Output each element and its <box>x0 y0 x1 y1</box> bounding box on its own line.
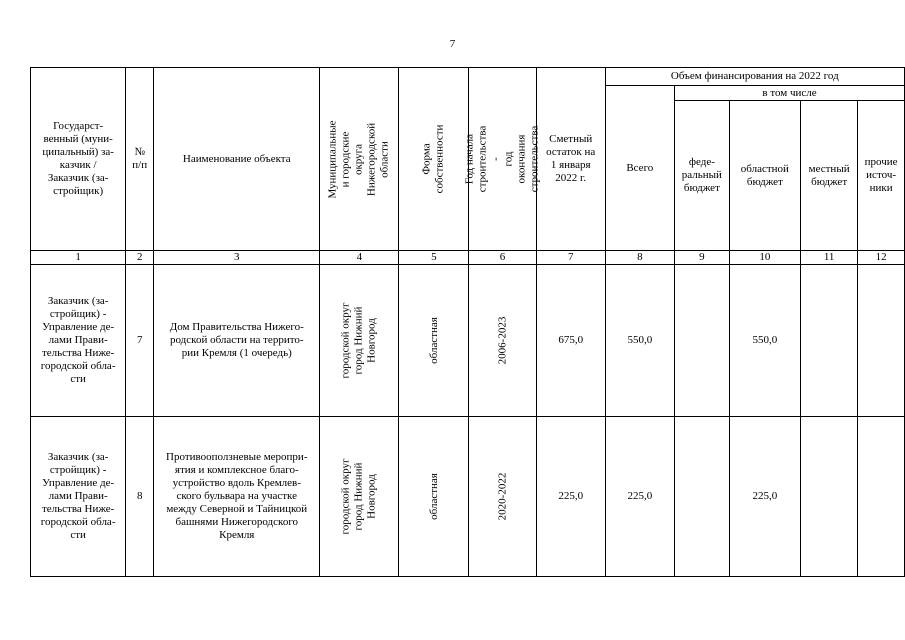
col-number: 10 <box>729 251 800 265</box>
col-number: 4 <box>320 251 399 265</box>
col-number: 2 <box>126 251 154 265</box>
header-customer: Государст- венный (муни- ципальный) за- казчик / Заказчик (за- стройщик) <box>31 68 126 251</box>
ownership-cell <box>399 417 469 577</box>
header-object-name: Наименование объекта <box>154 68 320 251</box>
col-number: 6 <box>469 251 537 265</box>
table-row <box>31 265 905 417</box>
header-other: прочие источ- ники <box>858 101 905 251</box>
years-cell <box>469 265 537 417</box>
ownership-text: областная <box>427 473 440 520</box>
local-value <box>801 417 858 577</box>
federal-value <box>675 417 730 577</box>
header-number: № п/п <box>126 68 154 251</box>
other-value <box>858 417 905 577</box>
header-remainder: Сметный остаток на 1 января 2022 г. <box>536 68 605 251</box>
customer-cell: Заказчик (за- стройщик) - Управление де- лами Прави- тельства Ниже- городской обла- сти <box>31 417 126 577</box>
customer-cell: Заказчик (за- стройщик) - Управление де- лами Прави- тельства Ниже- городской обла- сти <box>31 265 126 417</box>
col-number: 3 <box>154 251 320 265</box>
ownership-cell <box>399 265 469 417</box>
total-value: 225,0 <box>605 417 675 577</box>
regional-value: 225,0 <box>729 417 800 577</box>
col-number: 7 <box>536 251 605 265</box>
years-cell <box>469 417 537 577</box>
col-number: 12 <box>858 251 905 265</box>
col-number: 5 <box>399 251 469 265</box>
row-number: 8 <box>126 417 154 577</box>
remainder-value: 675,0 <box>536 265 605 417</box>
district-cell <box>320 265 399 417</box>
row-number: 7 <box>126 265 154 417</box>
object-name: Дом Правительства Нижего- родской области на террито- рии Кремля (1 очередь) <box>154 265 320 417</box>
remainder-value: 225,0 <box>536 417 605 577</box>
years-text: 2006-2023 <box>496 316 509 365</box>
federal-value <box>675 265 730 417</box>
header-years-cell <box>463 68 541 251</box>
header-district-cell <box>320 68 399 251</box>
other-value <box>858 265 905 417</box>
header-federal: феде- ральный бюджет <box>675 101 730 251</box>
header-total: Всего <box>605 86 675 251</box>
page-number: 7 <box>449 38 456 50</box>
header-district: Муниципальные и городские округа Нижегородской области <box>326 119 391 199</box>
years-text: 2020-2022 <box>496 472 509 521</box>
header-ownership-cell <box>399 68 469 251</box>
financing-table <box>30 67 905 577</box>
total-value: 550,0 <box>605 265 675 417</box>
header-local: местный бюджет <box>801 101 858 251</box>
col-number: 1 <box>31 251 126 265</box>
ownership-text: областная <box>427 317 440 364</box>
regional-value: 550,0 <box>729 265 800 417</box>
col-number: 9 <box>675 251 730 265</box>
col-number: 11 <box>801 251 858 265</box>
header-regional: областной бюджет <box>729 101 800 251</box>
header-ownership: Форма собственности <box>420 124 446 194</box>
district-cell <box>320 417 399 577</box>
header-years: Год начала строительства - год окончания строительства <box>463 125 541 193</box>
col-number: 8 <box>605 251 675 265</box>
object-name: Противооползневые меропри- ятия и комплексное благо- устройство вдоль Кремлев- ского бульвара на участке между Северной и Тайницкой башнями Нижегородского Кремля <box>154 417 320 577</box>
header-funding-group: Объем финансирования на 2022 год <box>605 68 904 86</box>
table-row <box>31 417 905 577</box>
district-text: городской округ город Нижний Новгород <box>339 458 378 535</box>
header-including: в том числе <box>675 86 905 101</box>
district-text: городской округ город Нижний Новгород <box>339 302 378 379</box>
local-value <box>801 265 858 417</box>
